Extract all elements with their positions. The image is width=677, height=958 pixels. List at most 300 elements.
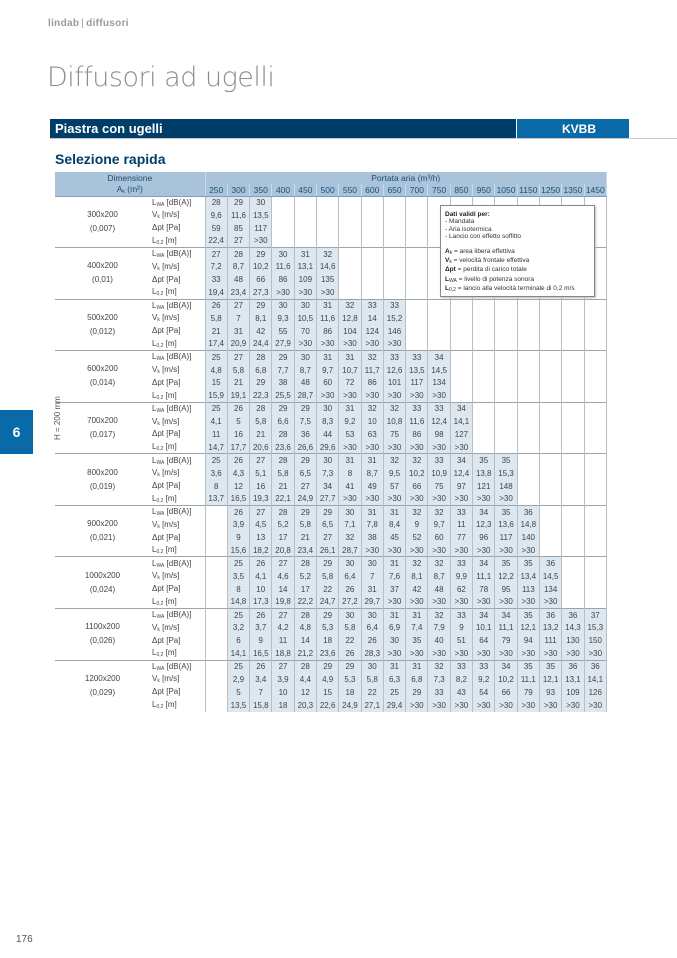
legend-item (445, 257, 590, 266)
metric-unit: [dB(A)] (164, 352, 192, 362)
metric-unit: [m] (163, 493, 177, 503)
value-cell: 28 (272, 428, 294, 441)
value-cell: 24,7 (317, 596, 339, 609)
metric-sub: WA (156, 511, 165, 518)
flow-column-header: 750 (428, 184, 450, 196)
empty-cell (517, 441, 539, 454)
metric-unit: [m/s] (159, 571, 180, 581)
metric-label (150, 673, 205, 686)
empty-cell (495, 428, 517, 441)
metric-label (150, 376, 205, 389)
value-cell: 34 (495, 609, 517, 622)
value-cell: 30 (317, 402, 339, 415)
value-cell: 31 (361, 583, 383, 596)
value-cell: 7,9 (428, 621, 450, 634)
flow-column-header: 500 (317, 184, 339, 196)
value-cell: 33 (450, 609, 472, 622)
empty-cell (450, 338, 472, 351)
empty-cell (495, 325, 517, 338)
value-cell: 34 (450, 402, 472, 415)
value-cell: 11,1 (517, 673, 539, 686)
empty-cell (539, 415, 561, 428)
metric-unit: [Pa] (164, 274, 181, 284)
value-cell: 93 (539, 686, 561, 699)
empty-cell (205, 634, 227, 647)
value-cell: >30 (495, 596, 517, 609)
value-cell: 12,1 (517, 621, 539, 634)
empty-cell (562, 312, 584, 325)
value-cell: 19,1 (227, 389, 249, 402)
value-cell: 8,1 (250, 312, 272, 325)
flow-column-header: 300 (227, 184, 249, 196)
metric-symbol: L (152, 648, 157, 658)
value-cell: 32 (406, 557, 428, 570)
value-cell: 5,8 (294, 518, 316, 531)
metric-label (150, 583, 205, 596)
empty-cell (539, 364, 561, 377)
metric-label (150, 260, 205, 273)
value-cell: 31 (339, 351, 361, 364)
value-cell: 104 (339, 325, 361, 338)
ak-value: (0,029) (89, 688, 116, 698)
value-cell: 28 (227, 248, 249, 261)
empty-cell (450, 299, 472, 312)
page-title: Diffusori ad ugelli (47, 62, 275, 93)
value-cell: 18 (272, 699, 294, 712)
metric-symbol: V (152, 674, 158, 684)
empty-cell (539, 402, 561, 415)
value-cell: 53 (339, 428, 361, 441)
value-cell: 14,1 (450, 415, 472, 428)
metric-symbol: L (152, 390, 157, 400)
value-cell: 32 (428, 505, 450, 518)
value-cell: 31 (406, 660, 428, 673)
value-cell: 42 (250, 325, 272, 338)
value-cell: >30 (294, 338, 316, 351)
metric-sub: 0,2 (156, 342, 164, 349)
empty-cell (562, 544, 584, 557)
size-cell (55, 454, 150, 506)
metric-unit: [m] (163, 648, 177, 658)
value-cell: 18,2 (250, 544, 272, 557)
value-cell: >30 (495, 492, 517, 505)
value-cell: 28 (272, 505, 294, 518)
metric-sub: k (157, 626, 160, 633)
value-cell: 14,1 (227, 647, 249, 660)
empty-cell (205, 557, 227, 570)
metric-symbol: Δpt (152, 223, 165, 233)
value-cell: 16,5 (227, 492, 249, 505)
metric-label (150, 686, 205, 699)
value-cell: 6,3 (383, 673, 405, 686)
value-cell: 18,8 (272, 647, 294, 660)
value-cell: 29,7 (361, 596, 383, 609)
value-cell: 5,3 (339, 673, 361, 686)
metric-label (150, 467, 205, 480)
empty-cell (562, 531, 584, 544)
metric-sub: 0,2 (156, 704, 164, 711)
value-cell: 29 (272, 402, 294, 415)
value-cell: 5 (227, 686, 249, 699)
empty-cell (539, 544, 561, 557)
size-cell (55, 505, 150, 557)
value-cell: >30 (339, 338, 361, 351)
value-cell: 43 (450, 686, 472, 699)
metric-symbol: V (152, 416, 158, 426)
metric-symbol: V (152, 261, 158, 271)
value-cell: 29 (317, 660, 339, 673)
value-cell: >30 (272, 286, 294, 299)
value-cell: 7 (361, 570, 383, 583)
value-cell: 27 (250, 505, 272, 518)
value-cell: 5,2 (272, 518, 294, 531)
value-cell: >30 (450, 544, 472, 557)
value-cell: 32 (339, 531, 361, 544)
legend-sub: k (449, 259, 452, 266)
value-cell: 7,3 (428, 673, 450, 686)
ak-value: (0,019) (89, 481, 116, 491)
ak-value: (0,024) (89, 584, 116, 594)
value-cell: 17,7 (227, 441, 249, 454)
value-cell: 9,2 (339, 415, 361, 428)
ak-value: (0,01) (92, 275, 113, 285)
empty-cell (539, 325, 561, 338)
value-cell: 37 (584, 609, 606, 622)
value-cell: 26,6 (294, 441, 316, 454)
empty-cell (562, 415, 584, 428)
empty-cell (272, 222, 294, 235)
value-cell: 37 (383, 583, 405, 596)
metric-unit: [m/s] (159, 313, 180, 323)
value-cell: 4,1 (205, 415, 227, 428)
value-cell: 7,3 (317, 467, 339, 480)
value-cell: >30 (495, 544, 517, 557)
value-cell: 15,9 (205, 389, 227, 402)
value-cell: >30 (339, 492, 361, 505)
value-cell: 33 (205, 273, 227, 286)
value-cell: 2,9 (227, 673, 249, 686)
empty-cell (473, 428, 495, 441)
empty-cell (517, 480, 539, 493)
empty-cell (584, 505, 606, 518)
value-cell: 34 (473, 505, 495, 518)
value-cell: 31 (339, 402, 361, 415)
value-cell: 36 (584, 660, 606, 673)
metric-unit: [dB(A)] (164, 507, 192, 517)
value-cell: 28,7 (339, 544, 361, 557)
value-cell: 6,6 (272, 415, 294, 428)
value-cell: >30 (361, 338, 383, 351)
value-cell: 31 (294, 248, 316, 261)
value-cell: 21 (294, 531, 316, 544)
value-cell: 10,9 (428, 467, 450, 480)
value-cell: 97 (450, 480, 472, 493)
value-cell: 40 (428, 634, 450, 647)
empty-cell (205, 647, 227, 660)
value-cell: 94 (517, 634, 539, 647)
empty-cell (339, 222, 361, 235)
value-cell: 21 (227, 376, 249, 389)
empty-cell (539, 492, 561, 505)
empty-cell (406, 222, 428, 235)
legend-text: = perdita di carico totale (455, 266, 527, 274)
metric-symbol: Δpt (152, 635, 165, 645)
value-cell: 25,5 (272, 389, 294, 402)
empty-cell (317, 235, 339, 248)
empty-cell (383, 222, 405, 235)
metric-sub: 0,2 (156, 239, 164, 246)
metric-symbol: L (152, 610, 157, 620)
metric-unit: [m] (163, 596, 177, 606)
value-cell: 10,8 (383, 415, 405, 428)
value-cell: 30 (361, 609, 383, 622)
value-cell: 86 (406, 428, 428, 441)
value-cell: 4,5 (250, 518, 272, 531)
empty-cell (539, 389, 561, 402)
metric-label (150, 492, 205, 505)
value-cell: 45 (383, 531, 405, 544)
value-cell: >30 (383, 389, 405, 402)
value-cell: >30 (339, 441, 361, 454)
value-cell: 17 (294, 583, 316, 596)
empty-cell (539, 376, 561, 389)
flow-column-header: 550 (339, 184, 361, 196)
metric-symbol: Δpt (152, 481, 165, 491)
value-cell: >30 (450, 492, 472, 505)
metric-sub: 0,2 (156, 652, 164, 659)
value-cell: >30 (383, 441, 405, 454)
value-cell: 30 (361, 660, 383, 673)
metric-label (150, 325, 205, 338)
metric-unit: [Pa] (164, 532, 181, 542)
value-cell: 30 (339, 557, 361, 570)
empty-cell (272, 235, 294, 248)
chapter-tab[interactable]: 6 (0, 410, 33, 454)
metric-symbol: Δpt (152, 377, 165, 387)
metric-sub: 0,2 (156, 446, 164, 453)
value-cell: >30 (428, 492, 450, 505)
value-cell: 15 (205, 376, 227, 389)
value-cell: 31 (339, 454, 361, 467)
value-cell: 25 (227, 660, 249, 673)
ak-value: (0,026) (89, 636, 116, 646)
value-cell: 5,8 (361, 673, 383, 686)
empty-cell (205, 505, 227, 518)
empty-cell (339, 209, 361, 222)
value-cell: 5,2 (294, 570, 316, 583)
metric-symbol: L (152, 558, 157, 568)
metric-symbol: V (152, 468, 158, 478)
value-cell: 14 (272, 583, 294, 596)
metric-unit: [Pa] (164, 687, 181, 697)
note-heading: Dati validi per: (445, 211, 490, 218)
value-cell: 64 (473, 634, 495, 647)
value-cell: 54 (473, 686, 495, 699)
value-cell: 75 (383, 428, 405, 441)
empty-cell (517, 389, 539, 402)
table-title: Selezione rapida (55, 151, 166, 167)
empty-cell (294, 196, 316, 209)
size-cell (55, 557, 150, 609)
metric-symbol: Δpt (152, 584, 165, 594)
value-cell: 33 (406, 351, 428, 364)
metric-unit: [m/s] (159, 365, 180, 375)
metric-unit: [Pa] (164, 481, 181, 491)
value-cell: 30 (294, 299, 316, 312)
value-cell: 7,8 (361, 518, 383, 531)
metric-symbol: L (152, 352, 157, 362)
metric-sub: k (157, 575, 160, 582)
empty-cell (562, 376, 584, 389)
value-cell: 33 (450, 660, 472, 673)
value-cell: 148 (495, 480, 517, 493)
metric-sub: k (157, 265, 160, 272)
value-cell: 117 (250, 222, 272, 235)
empty-cell (539, 518, 561, 531)
flow-column-header: 1450 (585, 184, 605, 195)
empty-cell (406, 312, 428, 325)
value-cell: 14,5 (539, 570, 561, 583)
value-cell: 124 (361, 325, 383, 338)
metric-label (150, 557, 205, 570)
value-cell: 13,1 (294, 260, 316, 273)
empty-cell (584, 596, 606, 609)
value-cell: >30 (406, 647, 428, 660)
section-title: Piastra con ugelli (50, 119, 516, 138)
metric-unit: [m] (163, 235, 177, 245)
metric-symbol: L (152, 338, 157, 348)
value-cell: 19,3 (250, 492, 272, 505)
value-cell: 3,7 (250, 621, 272, 634)
metric-sub: k (157, 317, 160, 324)
value-cell: 44 (317, 428, 339, 441)
value-cell: 5,1 (250, 467, 272, 480)
value-cell: 27,7 (317, 492, 339, 505)
empty-cell (517, 415, 539, 428)
metric-unit: [m] (163, 390, 177, 400)
metric-label (150, 415, 205, 428)
empty-cell (205, 699, 227, 712)
validity-note (440, 205, 595, 297)
value-cell: 17,3 (250, 596, 272, 609)
empty-cell (562, 389, 584, 402)
empty-cell (584, 454, 606, 467)
metric-label (150, 660, 205, 673)
empty-cell (562, 402, 584, 415)
empty-cell (406, 196, 428, 209)
metric-sub: WA (156, 665, 165, 672)
empty-cell (562, 454, 584, 467)
empty-cell (473, 351, 495, 364)
product-code: KVBB (517, 119, 629, 138)
value-cell: 26 (250, 609, 272, 622)
value-cell: 15,3 (584, 621, 606, 634)
value-cell: >30 (361, 544, 383, 557)
value-cell: 24,9 (294, 492, 316, 505)
empty-cell (517, 312, 539, 325)
metric-symbol: Δpt (152, 687, 165, 697)
metric-label (150, 222, 205, 235)
empty-cell (584, 518, 606, 531)
value-cell: 130 (562, 634, 584, 647)
value-cell: 12,2 (495, 570, 517, 583)
value-cell: >30 (428, 389, 450, 402)
empty-cell (584, 557, 606, 570)
empty-cell (584, 389, 606, 402)
metric-symbol: L (152, 287, 157, 297)
value-cell: 11,1 (473, 570, 495, 583)
empty-cell (562, 583, 584, 596)
value-cell: 85 (227, 222, 249, 235)
empty-cell (205, 609, 227, 622)
empty-cell (495, 389, 517, 402)
empty-cell (562, 570, 584, 583)
value-cell: 29 (250, 376, 272, 389)
value-cell: 22,6 (317, 699, 339, 712)
value-cell: 5,8 (317, 570, 339, 583)
empty-cell (495, 351, 517, 364)
empty-cell (383, 209, 405, 222)
empty-cell (517, 376, 539, 389)
value-cell: 17,4 (205, 338, 227, 351)
value-cell: 10,2 (250, 260, 272, 273)
value-cell: >30 (406, 389, 428, 402)
metric-unit: [m] (163, 545, 177, 555)
value-cell: 111 (539, 634, 561, 647)
value-cell: 29 (250, 248, 272, 261)
value-cell: 35 (517, 609, 539, 622)
value-cell: 14,7 (205, 441, 227, 454)
value-cell: 3,9 (227, 518, 249, 531)
value-cell: 22 (361, 686, 383, 699)
value-cell: 4,6 (272, 570, 294, 583)
empty-cell (361, 196, 383, 209)
metric-label (150, 454, 205, 467)
size-label: 1000x200 (84, 570, 121, 580)
metric-label (150, 441, 205, 454)
value-cell: 38 (272, 376, 294, 389)
value-cell: 38 (361, 531, 383, 544)
value-cell: >30 (428, 596, 450, 609)
metric-symbol: V (152, 313, 158, 323)
metric-symbol: V (152, 519, 158, 529)
value-cell: 79 (495, 634, 517, 647)
metric-sub: k (157, 523, 160, 530)
metric-sub: 0,2 (156, 600, 164, 607)
metric-symbol: L (152, 596, 157, 606)
empty-cell (450, 364, 472, 377)
legend-symbol: A (445, 247, 450, 255)
value-cell: 4,2 (272, 621, 294, 634)
size-label: 700x200 (87, 416, 118, 426)
brand-header (48, 18, 129, 29)
value-cell: 12,8 (339, 312, 361, 325)
value-cell: 127 (450, 428, 472, 441)
empty-cell (562, 299, 584, 312)
metric-label (150, 402, 205, 415)
value-cell: 9 (406, 518, 428, 531)
ak-symbol: A (116, 184, 123, 195)
empty-cell (517, 402, 539, 415)
value-cell: >30 (428, 647, 450, 660)
value-cell: 30 (339, 505, 361, 518)
metric-sub: WA (156, 459, 165, 466)
value-cell: 32 (406, 505, 428, 518)
value-cell: 7,7 (272, 364, 294, 377)
value-cell: 28 (250, 402, 272, 415)
value-cell: 34 (317, 480, 339, 493)
metric-sub: k (157, 214, 160, 221)
